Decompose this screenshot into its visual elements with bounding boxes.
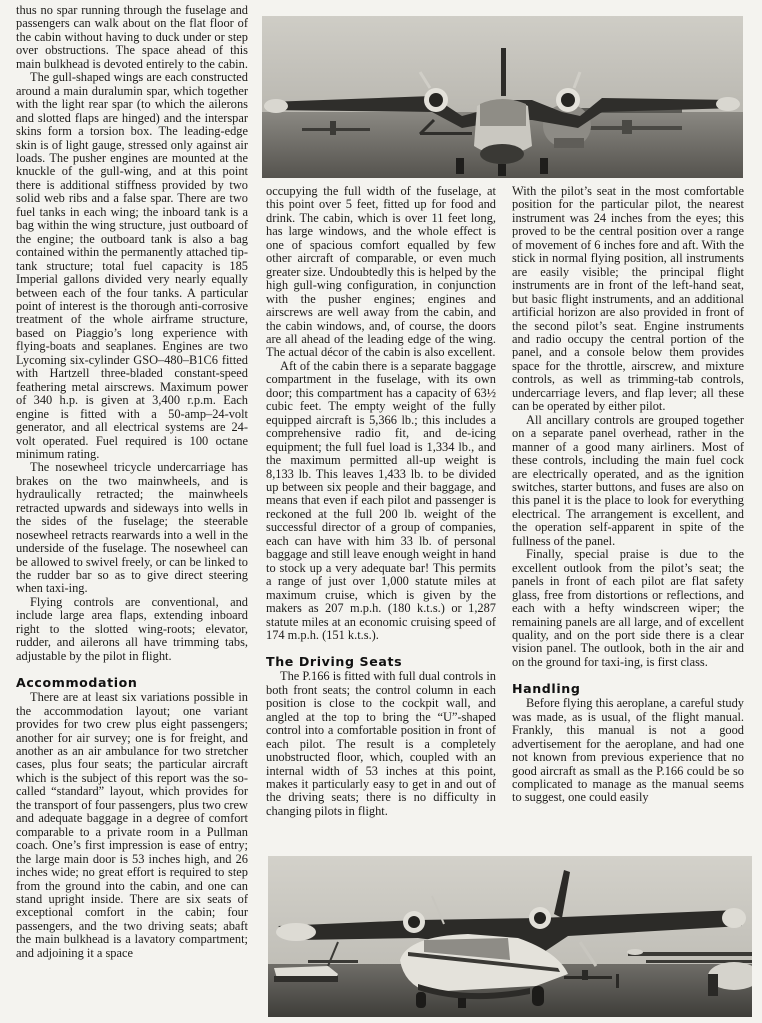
paragraph: Before flying this aeroplane, a careful study was made, as is usual, of the flight manual. Frankly, this manual is not a good advertisement for the aeroplane, and had one not known from previous experience that no good aircraft as small as the P.166 could be so complicated to manage as the manual seems to suggest, one could easily (512, 696, 744, 805)
aircraft-photo-front-view (262, 16, 743, 178)
aircraft-photo-side-view (268, 856, 752, 1017)
text-column-2 (266, 185, 496, 818)
section-heading-handling: Handling (512, 681, 581, 697)
paragraph: The gull-shaped wings are each constructed around a main duralumin spar, which together with the light rear spar (to which the ailerons and slotted flaps are hinged) and the interspar skins form a torsion box. The leading-edge skin is of light gauge, stressed only against air loads. The pusher engines are mounted at the knuckle of the gull-wing, and at this point there is additional stiffness provided by two solid web ribs and a false spar. There are two fuel tanks in each wing; the inboard tank is a bag within the wing structure, just outboard of the engine; the outboard tank is also a bag contained within the permanently attached tip-tank structure; total fuel capacity is 185 Imperial gallons divided very nearly equally between each of the four tanks. A particular point of interest is the thorough anti-corrosive treatment of the whole airframe structure, based on Piaggio’s long experience with flying-boats and seaplanes. Engines are two Lycoming six-cylinder GSO–480–B1C6 fitted with Hartzell three-bladed constant-speed feathering metal airscrews. Maximum power of 340 h.p. is given at 3,400 r.p.m. Each engine is fitted with a 50-amp–24-volt generator, and all electrical systems are 24-volt operated. Fuel required is 100 octane minimum rating. (16, 70, 248, 461)
text-column-1 (16, 4, 248, 960)
paragraph: With the pilot’s seat in the most comfortable position for the particular pilot, the nearest instrument was 24 inches from the eyes; this proved to be the central position over a range of movement of 6 inches fore and aft. With the stick in normal flying position, all instruments are easily visible; the principal flight instruments are in front of the left-hand seat, but basic flight instruments, and an additional artificial horizon are also provided in front of the second pilot’s seat. Engine instruments and radio occupy the central portion of the panel, and a console below them provides space for the throttle, airscrew, and mixture controls, as well as trimming-tab controls, undercarriage levers, and flap lever; all these can be operated by either pilot. (512, 184, 744, 414)
aircraft-front-illustration (262, 16, 743, 178)
paragraph: occupying the full width of the fuselage, at this point over 5 feet, fitted up for food and drink. The cabin, which is over 11 feet long, has large windows, and the whole effect is one of spacious comfort equalled by few other aircraft of comparable, or even much greater size. Undoubtedly this is helped by the high gull-wing configuration, in conjunction with the pusher engines; engines and airscrews are well away from the cabin, and the cabin windows, and, of course, the doors are all ahead of the leading edge of the wing. The actual décor of the cabin is also excellent. (266, 184, 496, 360)
section-heading-accommodation: Accommodation (16, 675, 138, 691)
section-heading-driving-seats: The Driving Seats (266, 654, 403, 670)
aircraft-side-illustration (268, 856, 752, 1017)
paragraph: Finally, special praise is due to the excellent outlook from the pilot’s seat; the panels in front of each pilot are flat safety glass, free from distortions or reflections, and each with a hefty windscreen wiper; the remaining panels are all large, and of excellent quality, and on the port side there is a clear vision panel. The outlook, both in the air and on the ground for taxi-ing, is first class. (512, 547, 744, 669)
paragraph: Aft of the cabin there is a separate baggage compartment in the fuselage, with its own door; this compartment has a capacity of 63½ cubic feet. The empty weight of the fully equipped aircraft is 5,366 lb.; this includes a comprehensive radio fit, and de-icing equipment; the full fuel load is 1,334 lb., and the maximum permitted all-up weight is 8,133 lb. This leaves 1,433 lb. to be divided up between six people and their baggage, and means that even if each pilot and passenger is reckoned at the full 200 lb. weight of the successful director of a group of companies, each can have with him 33 lb. of personal baggage and still leave enough weight in hand to stock up a very adequate bar! This permits a range of just over 1,000 statute miles at maximum cruise, which is given by the makers as 207 m.p.h. (180 k.t.s.) or 1,287 statute miles at an economic cruising speed of 174 m.p.h. (151 k.t.s.). (266, 358, 496, 642)
paragraph: The nosewheel tricycle undercarriage has brakes on the two mainwheels, and is hydraulically retracted; the mainwheels retracted upwards and sideways into wells in the sides of the fuselage; the steerable nosewheel retracts rearwards into a well in the underside of the fuselage. The nosewheel can be allowed to swivel freely, or can be linked to the rudder bar so as to give direct steering when taxi-ing. (16, 460, 248, 596)
text-column-3 (512, 185, 744, 805)
paragraph: thus no spar running through the fuselage and passengers can walk about on the flat floor of the cabin without having to duck under or step over obstructions. The space ahead of this main bulkhead is devoted entirely to the cabin. (16, 3, 248, 71)
paragraph: The P.166 is fitted with full dual controls in both front seats; the control column in each position is close to the cockpit wall, and angled at the top to bring the “U”-shaped control into a comfortable position in front of each pilot. The result is a completely unobstructed floor, which, coupled with an internal width of 53 inches at this point, makes it particularly easy to get in and out of the driving seats; there is no difficulty in changing pilots in flight. (266, 669, 496, 818)
paragraph: All ancillary controls are grouped together on a separate panel overhead, rather in the manner of a good many airliners. Most of these controls, including the main fuel cock are electrically operated, and as the ignition switches, starter buttons, and fuses are also on this panel it is the place to look for everything electrical. The arrangement is excellent, and the operation self-apparent in spite of the fullness of the panel. (512, 412, 744, 548)
paragraph: There are at least six variations possible in the accommodation layout; one variant provides for two crew plus eight passengers; another for air survey; one is for freight, and another as an air ambulance for two stretcher cases, plus four seats; the particular aircraft which is the subject of this report was the so-called “standard” layout, which provides for the transport of four passengers, plus two crew and adequate baggage in a degree of comfort comparable to a private room in a Pullman coach. One’s first impression is ease of entry; the large main door is 53 inches high, and 26 inches wide; no great effort is required to step from the ground into the cabin, and one can stand upright inside. There are six seats of exceptional comfort in the cabin; four passengers, and the two driving seats; abaft the main bulkhead is a lavatory compartment; and adjoining it a space (16, 690, 248, 960)
paragraph: Flying controls are conventional, and include large area flaps, extending inboard right to the slotted wing-roots; elevator, rudder, and ailerons all have trimming tabs, adjustable by the pilot in flight. (16, 594, 248, 663)
